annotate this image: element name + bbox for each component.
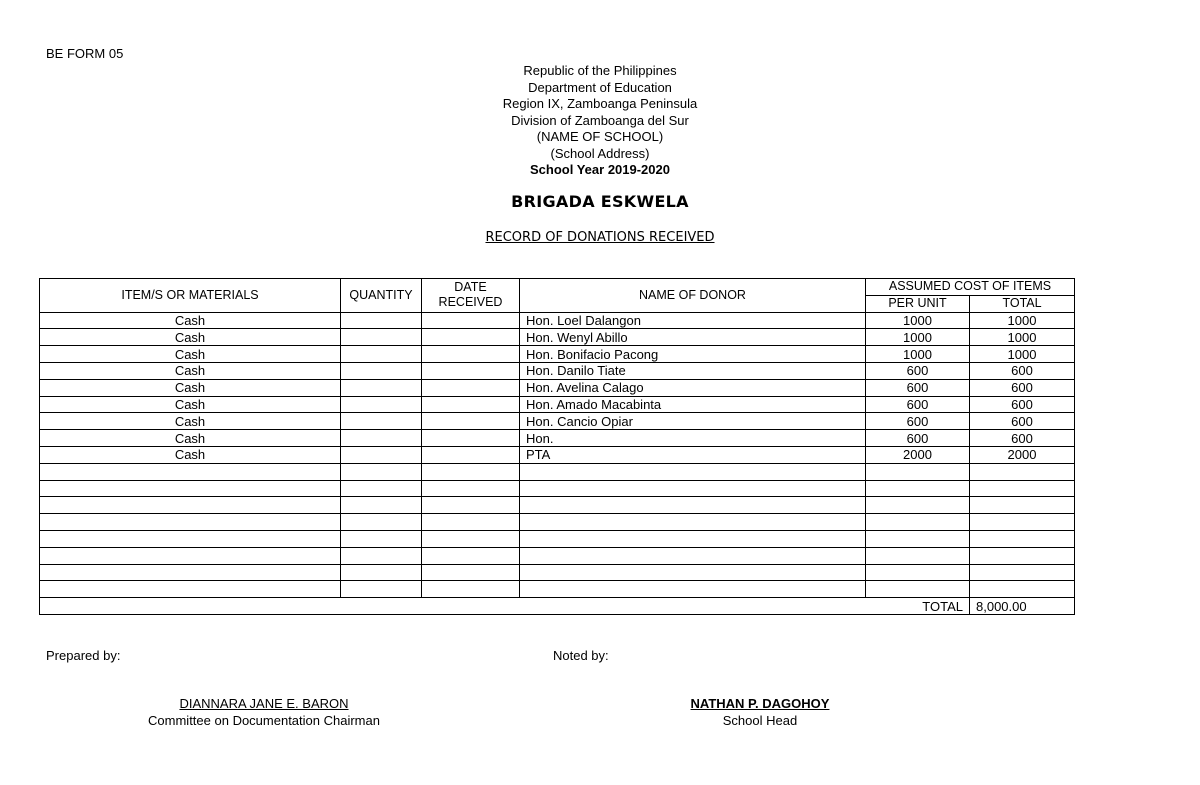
header-department: Department of Education xyxy=(528,79,672,95)
cell-total xyxy=(970,564,1075,581)
cell-total xyxy=(970,547,1075,564)
header-school-address: (School Address) xyxy=(550,145,650,161)
table-row xyxy=(40,514,1075,531)
cell-donor xyxy=(520,514,866,531)
cell-item xyxy=(40,463,341,480)
cell-date xyxy=(422,514,520,531)
cell-date xyxy=(422,547,520,564)
cell-quantity xyxy=(341,362,422,379)
cell-donor xyxy=(520,497,866,514)
cell-date xyxy=(422,396,520,413)
cell-quantity xyxy=(341,329,422,346)
cell-donor: Hon. Wenyl Abillo xyxy=(520,329,866,346)
table-row xyxy=(40,480,1075,497)
cell-item xyxy=(40,564,341,581)
cell-item xyxy=(40,480,341,497)
prepared-by-name: DIANNARA JANE E. BARON xyxy=(179,696,349,711)
cell-date xyxy=(422,581,520,598)
table-row xyxy=(40,396,1075,413)
form-code: BE FORM 05 xyxy=(46,46,124,61)
cell-per-unit: 1000 xyxy=(866,312,970,329)
cell-date xyxy=(422,312,520,329)
cell-total: 600 xyxy=(970,396,1075,413)
header-quantity: QUANTITY xyxy=(341,279,422,313)
cell-date xyxy=(422,379,520,396)
cell-per-unit xyxy=(866,564,970,581)
cell-item: Cash xyxy=(40,312,341,329)
table-row xyxy=(40,362,1075,379)
cell-per-unit xyxy=(866,463,970,480)
cell-total xyxy=(970,480,1075,497)
cell-item: Cash xyxy=(40,362,341,379)
cell-quantity xyxy=(341,547,422,564)
cell-per-unit: 600 xyxy=(866,430,970,447)
cell-date xyxy=(422,346,520,363)
header-country: Republic of the Philippines xyxy=(523,63,677,78)
total-label: TOTAL xyxy=(40,598,970,615)
total-row xyxy=(40,598,1075,615)
cell-date xyxy=(422,362,520,379)
prepared-by-block xyxy=(0,696,528,729)
cell-quantity xyxy=(341,396,422,413)
cell-item: Cash xyxy=(40,430,341,447)
table-row xyxy=(40,547,1075,564)
header-date-received: DATE RECEIVED xyxy=(422,279,520,313)
cell-item: Cash xyxy=(40,396,341,413)
cell-per-unit xyxy=(866,530,970,547)
cell-total xyxy=(970,514,1075,531)
cell-per-unit: 600 xyxy=(866,379,970,396)
table-row xyxy=(40,497,1075,514)
cell-donor: Hon. Danilo Tiate xyxy=(520,362,866,379)
header-total: TOTAL xyxy=(970,295,1075,312)
noted-by-block xyxy=(520,696,1000,729)
cell-donor xyxy=(520,530,866,547)
document-subtitle: RECORD OF DONATIONS RECEIVED xyxy=(485,230,715,245)
cell-per-unit: 600 xyxy=(866,396,970,413)
cell-per-unit xyxy=(866,497,970,514)
cell-total: 600 xyxy=(970,413,1075,430)
cell-date xyxy=(422,530,520,547)
header-school-year: School Year 2019-2020 xyxy=(530,162,670,177)
table-row xyxy=(40,430,1075,447)
cell-total: 600 xyxy=(970,362,1075,379)
table-row xyxy=(40,564,1075,581)
cell-per-unit: 600 xyxy=(866,413,970,430)
cell-quantity xyxy=(341,530,422,547)
cell-donor xyxy=(520,463,866,480)
table-row xyxy=(40,413,1075,430)
cell-date xyxy=(422,463,520,480)
cell-total xyxy=(970,497,1075,514)
cell-item: Cash xyxy=(40,413,341,430)
cell-item: Cash xyxy=(40,446,341,463)
noted-by-name: NATHAN P. DAGOHOY xyxy=(690,696,830,711)
cell-per-unit xyxy=(866,547,970,564)
cell-quantity xyxy=(341,581,422,598)
header-item: ITEM/S OR MATERIALS xyxy=(40,279,341,313)
cell-per-unit xyxy=(866,480,970,497)
header-assumed-cost: ASSUMED COST OF ITEMS xyxy=(866,279,1075,296)
header-region: Region IX, Zamboanga Peninsula xyxy=(502,96,698,111)
cell-item: Cash xyxy=(40,379,341,396)
cell-quantity xyxy=(341,564,422,581)
cell-donor: Hon. Cancio Opiar xyxy=(520,413,866,430)
cell-total: 1000 xyxy=(970,346,1075,363)
cell-donor: Hon. Avelina Calago xyxy=(520,379,866,396)
cell-donor: Hon. xyxy=(520,430,866,447)
cell-item xyxy=(40,530,341,547)
header-school-name: (NAME OF SCHOOL) xyxy=(536,129,664,144)
cell-quantity xyxy=(341,497,422,514)
document-title: BRIGADA ESKWELA xyxy=(511,192,689,211)
cell-total: 600 xyxy=(970,430,1075,447)
cell-quantity xyxy=(341,413,422,430)
cell-item: Cash xyxy=(40,346,341,363)
cell-total xyxy=(970,581,1075,598)
cell-quantity xyxy=(341,463,422,480)
cell-per-unit: 2000 xyxy=(866,446,970,463)
header-division: Division of Zamboanga del Sur xyxy=(511,112,689,128)
cell-quantity xyxy=(341,379,422,396)
header-per-unit: PER UNIT xyxy=(866,295,970,312)
table-row xyxy=(40,329,1075,346)
table-row xyxy=(40,446,1075,463)
cell-quantity xyxy=(341,514,422,531)
cell-quantity xyxy=(341,480,422,497)
document-header xyxy=(0,63,1200,179)
cell-total: 600 xyxy=(970,379,1075,396)
cell-date xyxy=(422,480,520,497)
prepared-by-title: Committee on Documentation Chairman xyxy=(148,712,380,728)
noted-by-title: School Head xyxy=(722,712,798,728)
cell-donor xyxy=(520,480,866,497)
cell-per-unit xyxy=(866,514,970,531)
cell-per-unit: 600 xyxy=(866,362,970,379)
table-row xyxy=(40,581,1075,598)
table-row xyxy=(40,463,1075,480)
prepared-by-label: Prepared by: xyxy=(46,648,121,663)
table-row xyxy=(40,312,1075,329)
header-donor: NAME OF DONOR xyxy=(520,279,866,313)
cell-item: Cash xyxy=(40,329,341,346)
cell-quantity xyxy=(341,312,422,329)
cell-donor xyxy=(520,547,866,564)
cell-total: 1000 xyxy=(970,312,1075,329)
cell-total xyxy=(970,530,1075,547)
cell-donor: Hon. Loel Dalangon xyxy=(520,312,866,329)
cell-per-unit: 1000 xyxy=(866,329,970,346)
table-row xyxy=(40,346,1075,363)
cell-quantity xyxy=(341,346,422,363)
cell-quantity xyxy=(341,446,422,463)
cell-total: 1000 xyxy=(970,329,1075,346)
cell-quantity xyxy=(341,430,422,447)
cell-donor: PTA xyxy=(520,446,866,463)
total-value: 8,000.00 xyxy=(970,598,1075,615)
cell-donor: Hon. Amado Macabinta xyxy=(520,396,866,413)
cell-date xyxy=(422,329,520,346)
cell-item xyxy=(40,497,341,514)
cell-total: 2000 xyxy=(970,446,1075,463)
cell-per-unit: 1000 xyxy=(866,346,970,363)
cell-total xyxy=(970,463,1075,480)
cell-per-unit xyxy=(866,581,970,598)
table-row xyxy=(40,530,1075,547)
noted-by-label: Noted by: xyxy=(553,648,609,663)
cell-date xyxy=(422,430,520,447)
cell-item xyxy=(40,514,341,531)
table-row xyxy=(40,379,1075,396)
cell-date xyxy=(422,413,520,430)
cell-date xyxy=(422,564,520,581)
cell-donor xyxy=(520,564,866,581)
cell-item xyxy=(40,581,341,598)
cell-donor: Hon. Bonifacio Pacong xyxy=(520,346,866,363)
cell-donor xyxy=(520,581,866,598)
cell-date xyxy=(422,446,520,463)
cell-item xyxy=(40,547,341,564)
cell-date xyxy=(422,497,520,514)
donations-table xyxy=(39,278,1075,615)
